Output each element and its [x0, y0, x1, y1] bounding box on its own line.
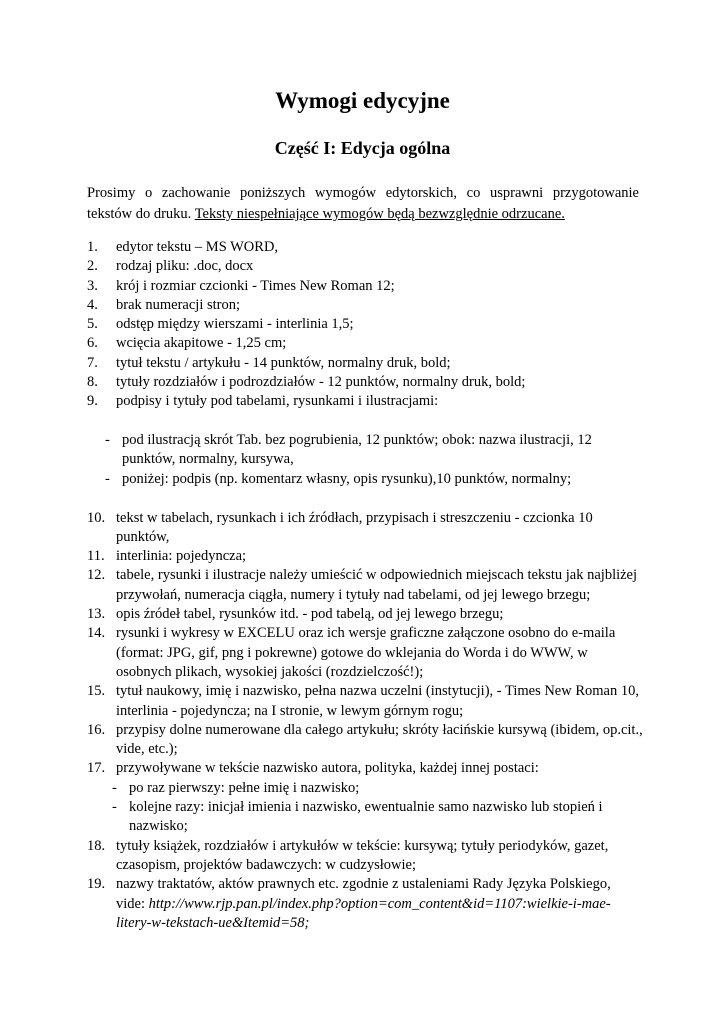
- item-number: 6.: [87, 335, 98, 352]
- dash-bullet: -: [112, 779, 117, 796]
- list-item: [87, 566, 643, 605]
- sub-list-item: [87, 431, 643, 470]
- list-item: [87, 837, 643, 876]
- item-text: opis źródeł tabel, rysunków itd. - pod tabelą, od jej lewego brzegu;: [116, 606, 504, 623]
- item-text: tytuły książek, rozdziałów i artykułów w tekście: kursywą; tytuły periodyków, gazet, czasopism, projektów badawczych: w cudzysłowie;: [116, 837, 609, 873]
- item-text: podpisy i tytuły pod tabelami, rysunkami i ilustracjami:: [116, 393, 439, 410]
- item-text: brak numeracji stron;: [116, 296, 241, 313]
- dash-bullet: -: [105, 470, 110, 487]
- list-item: [87, 759, 643, 778]
- item-number: 7.: [87, 354, 98, 371]
- sub-list-item: [87, 470, 643, 489]
- item-number: 16.: [87, 721, 106, 738]
- spacer: [87, 412, 643, 432]
- item-text: tytuły rozdziałów i podrozdziałów - 12 punktów, normalny druk, bold;: [116, 374, 526, 391]
- section-title: Część I: Edycja ogólna: [274, 138, 451, 158]
- item-text: tytuł naukowy, imię i nazwisko, pełna nazwa uczelni (instytucji), - Times New Roman 10, interlinia - pojedyncza; na I stronie, w lewym górnym rogu;: [116, 683, 639, 719]
- list-item: [87, 296, 643, 315]
- item-number: 8.: [87, 374, 98, 391]
- list-item: [87, 682, 643, 721]
- item-text: przywoływane w tekście nazwisko autora, polityka, każdej innej postaci:: [116, 760, 539, 777]
- item-text: tabele, rysunki i ilustracje należy umieścić w odpowiednich miejscach tekstu jak najbliżej przywołań, numeracja ciągła, numery i tytuły nad tabelami, od jej lewego brzegu;: [116, 567, 638, 603]
- item-number: 17.: [87, 760, 106, 777]
- item-text: krój i rozmiar czcionki - Times New Roman 12;: [116, 277, 395, 294]
- item-text: interlinia: pojedyncza;: [116, 548, 247, 565]
- item-number: 18.: [87, 837, 106, 854]
- item-number: 15.: [87, 683, 106, 700]
- list-item: [87, 238, 643, 257]
- item-text: rodzaj pliku: .doc, docx: [116, 258, 254, 275]
- item-number: 10.: [87, 509, 106, 526]
- item-number: 5.: [87, 316, 98, 333]
- item-text-with-link: [116, 875, 643, 933]
- intro-underlined-warning: Teksty niespełniające wymogów będą bezwzględnie odrzucane.: [194, 206, 565, 222]
- item-text: tytuł tekstu / artykułu - 14 punktów, normalny druk, bold;: [116, 354, 451, 371]
- sub-list-item: [87, 779, 643, 798]
- list-item: [87, 875, 643, 933]
- sub-item-text: pod ilustracją skrót Tab. bez pogrubienia, 12 punktów; obok: nazwa ilustracji, 12 punktów, normalny, kursywa,: [122, 432, 592, 468]
- list-item: [87, 373, 643, 392]
- item-text: edytor tekstu – MS WORD,: [116, 239, 279, 255]
- item-number: 4.: [87, 296, 98, 313]
- rjp-link[interactable]: http://www.rjp.pan.pl/index.php?option=com_content&id=1107:wielkie-i-mae-litery-w-tekstach-ue&Itemid=58;: [116, 895, 611, 931]
- list-item: [87, 605, 643, 624]
- item-number: 19.: [87, 876, 106, 893]
- intro-text: Prosimy o zachowanie poniższych wymogów edytorskich, co usprawni przygotowanie tekstów do druku.: [87, 185, 639, 222]
- dash-bullet: -: [112, 799, 117, 816]
- item-text: nazwy traktatów, aktów prawnych etc. zgodnie z ustaleniami Rady Języka Polskiego, vide:: [116, 876, 611, 912]
- item-number: 14.: [87, 625, 106, 642]
- item-number: 1.: [87, 239, 98, 255]
- list-item: [87, 509, 643, 548]
- item-text: tekst w tabelach, rysunkach i ich źródłach, przypisach i streszczeniu - czcionka 10 punktów,: [116, 509, 593, 545]
- list-item: [87, 315, 643, 334]
- dash-bullet: -: [105, 432, 110, 449]
- list-item: [87, 721, 643, 760]
- item-number: 13.: [87, 606, 106, 623]
- item-number: 12.: [87, 567, 106, 584]
- list-item: [87, 392, 643, 411]
- intro-paragraph: [87, 183, 639, 225]
- page-title: Wymogi edycyjne: [275, 88, 450, 113]
- sub-item-text: po raz pierwszy: pełne imię i nazwisko;: [129, 779, 360, 796]
- list-item: [87, 277, 643, 296]
- item-text: odstęp między wierszami - interlinia 1,5;: [116, 316, 354, 333]
- item-number: 2.: [87, 258, 98, 275]
- list-item: [87, 257, 643, 276]
- sub-item-text: poniżej: podpis (np. komentarz własny, opis rysunku),10 punktów, normalny;: [122, 470, 572, 487]
- item-number: 3.: [87, 277, 98, 294]
- list-item: [87, 624, 643, 682]
- sub-item-text: kolejne razy: inicjał imienia i nazwisko, ewentualnie samo nazwisko lub stopień i nazwisko;: [129, 799, 603, 835]
- item-text: wcięcia akapitowe - 1,25 cm;: [116, 335, 287, 352]
- spacer: [87, 489, 643, 509]
- item-text: przypisy dolne numerowane dla całego artykułu; skróty łacińskie kursywą (ibidem, op.cit., vide, etc.);: [116, 721, 643, 758]
- item-number: 9.: [87, 393, 98, 410]
- list-item: [87, 547, 643, 566]
- requirements-list: [87, 238, 643, 933]
- sub-list-item: [87, 798, 643, 837]
- list-item: [87, 334, 643, 353]
- item-text: rysunki i wykresy w EXCELU oraz ich wersje graficzne załączone osobno do e-maila (format: JPG, gif, png i pokrewne) gotowe do wklejania do Worda i do WWW, w osobnych plikach, wysokiej jakości (rozdzielczość!);: [116, 625, 616, 680]
- list-item: [87, 354, 643, 373]
- item-number: 11.: [87, 548, 105, 565]
